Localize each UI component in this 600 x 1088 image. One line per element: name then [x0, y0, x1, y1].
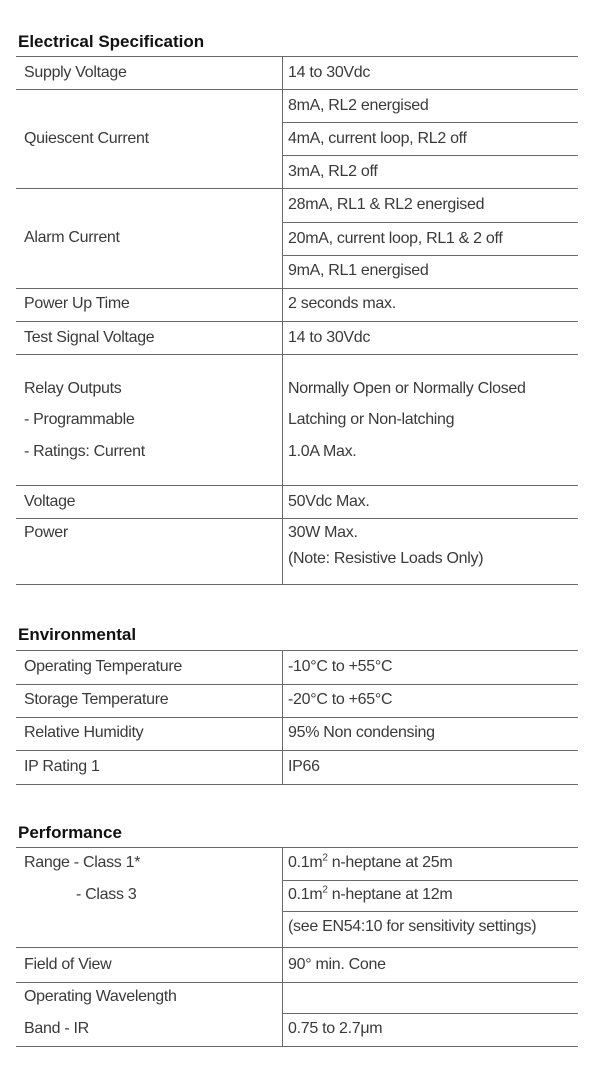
voltage-label: Voltage — [24, 493, 76, 510]
relay-programmable-value: Latching or Non-latching — [288, 411, 455, 428]
divider — [16, 321, 578, 322]
divider — [283, 880, 578, 881]
performance-section-title: Performance — [18, 823, 122, 842]
env-row-label: IP Rating 1 — [24, 758, 100, 775]
wavelength-band-label: Band - IR — [24, 1020, 89, 1037]
env-row-label: Storage Temperature — [24, 691, 169, 708]
env-row-value: IP66 — [288, 758, 320, 775]
relay-programmable-label: - Programmable — [24, 411, 135, 428]
env-row-label: Relative Humidity — [24, 724, 144, 741]
divider — [16, 188, 578, 189]
range-class1-value: $0.1m^2$ n-heptane at 25m — [288, 852, 453, 871]
divider — [283, 255, 578, 256]
wavelength-value: 0.75 to 2.7μm — [288, 1020, 383, 1037]
relay-outputs-label: Relay Outputs — [24, 380, 122, 397]
divider — [283, 155, 578, 156]
alarm-current-label: Alarm Current — [24, 229, 120, 246]
alarm-current-value: 20mA, current loop, RL1 & 2 off — [288, 230, 503, 247]
divider — [16, 584, 578, 585]
env-row-label: Operating Temperature — [24, 658, 182, 675]
divider — [16, 684, 578, 685]
alarm-current-value: 9mA, RL1 energised — [288, 262, 429, 279]
power-note: (Note: Resistive Loads Only) — [288, 550, 484, 567]
divider — [16, 982, 578, 983]
supply-voltage-label: Supply Voltage — [24, 64, 127, 81]
divider — [16, 650, 578, 651]
supply-voltage-value: 14 to 30Vdc — [288, 64, 371, 81]
field-of-view-label: Field of View — [24, 956, 112, 973]
relay-ratings-current-value: 1.0A Max. — [288, 443, 357, 460]
divider — [16, 485, 578, 486]
env-row-value: 95% Non condensing — [288, 724, 435, 741]
divider — [16, 750, 578, 751]
quiescent-current-label: Quiescent Current — [24, 130, 149, 147]
divider — [283, 122, 578, 123]
divider — [16, 784, 578, 785]
divider — [16, 947, 578, 948]
divider — [16, 717, 578, 718]
relay-ratings-current-label: - Ratings: Current — [24, 443, 145, 460]
voltage-value: 50Vdc Max. — [288, 493, 370, 510]
power-label: Power — [24, 524, 68, 541]
divider — [16, 518, 578, 519]
quiescent-current-value: 4mA, current loop, RL2 off — [288, 130, 467, 147]
env-row-value: -20°C to +65°C — [288, 691, 393, 708]
divider — [16, 56, 578, 57]
divider — [283, 222, 578, 223]
test-signal-voltage-value: 14 to 30Vdc — [288, 329, 371, 346]
divider — [16, 354, 578, 355]
power-up-time-value: 2 seconds max. — [288, 295, 396, 312]
range-class1-label: Range - Class 1* — [24, 854, 141, 871]
environmental-section-title: Environmental — [18, 625, 137, 644]
divider — [16, 288, 578, 289]
field-of-view-value: 90° min. Cone — [288, 956, 386, 973]
power-value: 30W Max. — [288, 524, 358, 541]
divider — [16, 847, 578, 848]
env-row-value: -10°C to +55°C — [288, 658, 393, 675]
test-signal-voltage-label: Test Signal Voltage — [24, 329, 155, 346]
divider — [16, 89, 578, 90]
quiescent-current-value: 8mA, RL2 energised — [288, 97, 429, 114]
alarm-current-value: 28mA, RL1 & RL2 energised — [288, 196, 485, 213]
divider — [283, 911, 578, 912]
divider — [16, 1046, 578, 1047]
range-note: (see EN54:10 for sensitivity settings) — [288, 918, 537, 935]
quiescent-current-value: 3mA, RL2 off — [288, 163, 378, 180]
power-up-time-label: Power Up Time — [24, 295, 130, 312]
relay-outputs-value: Normally Open or Normally Closed — [288, 380, 526, 397]
wavelength-label: Operating Wavelength — [24, 988, 177, 1005]
range-class3-value: $0.1m^2$ n-heptane at 12m — [288, 884, 453, 903]
range-class3-label: - Class 3 — [76, 886, 137, 903]
divider — [283, 1013, 578, 1014]
electrical-section-title: Electrical Specification — [18, 32, 205, 51]
